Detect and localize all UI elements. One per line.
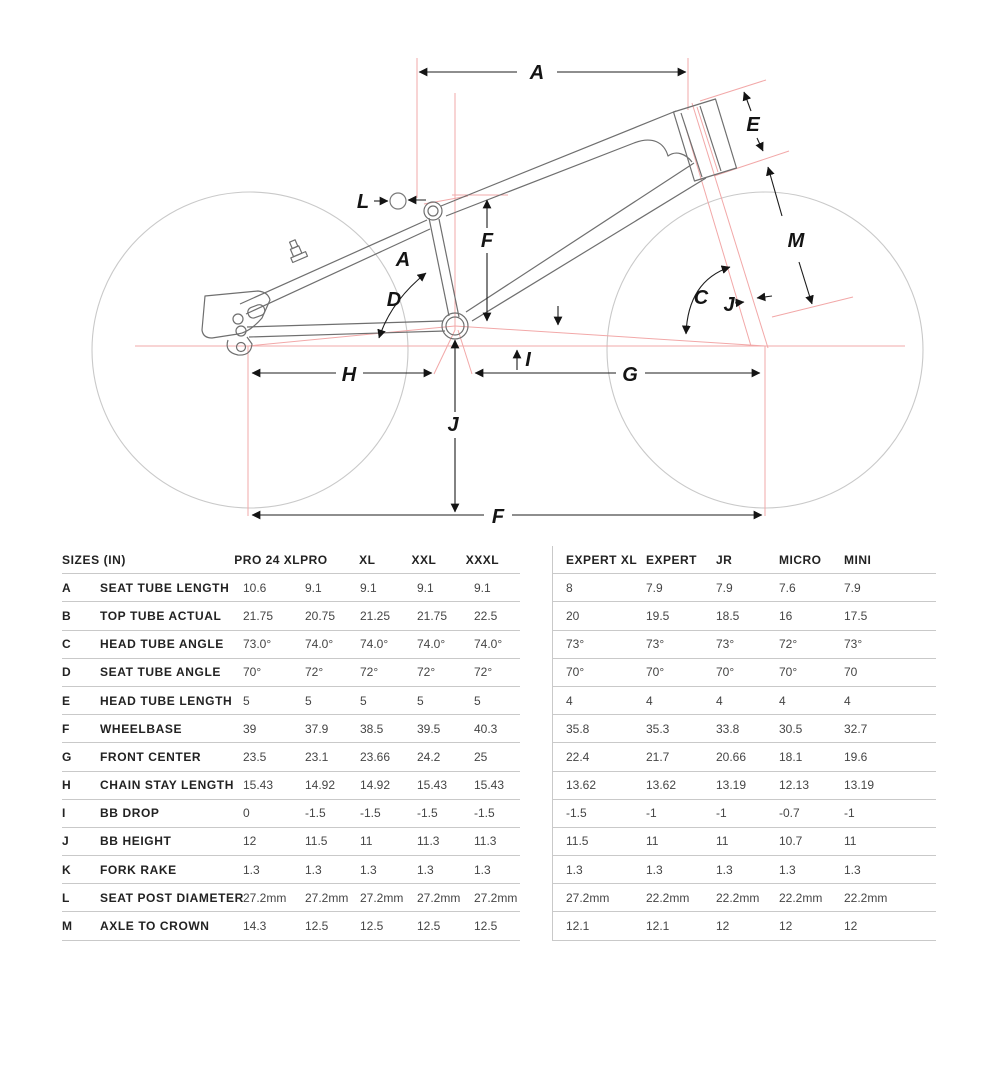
brake-stud — [285, 238, 308, 263]
cell-value: 74.0° — [417, 637, 446, 652]
cell-value: 5 — [417, 693, 424, 708]
table-row — [62, 912, 938, 940]
table-row — [62, 574, 938, 602]
table-row — [62, 743, 938, 771]
cell-value: 17.5 — [844, 608, 868, 623]
cell-value: 1.3 — [779, 862, 796, 877]
table-row — [62, 602, 938, 630]
cell-value: 72° — [779, 637, 798, 652]
column-header: PRO 24 XL — [234, 552, 301, 567]
cell-value: 9.1 — [305, 580, 322, 595]
row-letter: H — [62, 778, 72, 793]
row-name: HEAD TUBE LENGTH — [100, 693, 233, 708]
row-name: BB HEIGHT — [100, 834, 172, 849]
cell-value: 12.13 — [779, 778, 810, 793]
label-top-tube: A — [529, 62, 545, 84]
column-header: XXL — [411, 552, 437, 567]
table-row — [62, 715, 938, 743]
table-row — [62, 800, 938, 828]
column-header: PRO — [300, 552, 328, 567]
cell-value: 14.92 — [360, 778, 391, 793]
row-letter: M — [62, 919, 73, 934]
bike-geometry-diagram — [0, 0, 1000, 540]
column-header: JR — [716, 552, 733, 567]
table-row — [62, 631, 938, 659]
cell-value: 13.19 — [844, 778, 875, 793]
cell-value: 10.7 — [779, 834, 803, 849]
column-header: EXPERT — [646, 552, 698, 567]
cell-value: 72° — [360, 665, 379, 680]
row-name: SEAT POST DIAMETER — [100, 890, 244, 905]
label-fork-rake: J — [723, 294, 735, 316]
cell-value: 1.3 — [243, 862, 260, 877]
cell-value: 33.8 — [716, 721, 740, 736]
cell-value: 20 — [566, 608, 580, 623]
row-name: AXLE TO CROWN — [100, 919, 210, 934]
cell-value: 35.8 — [566, 721, 590, 736]
cell-value: 21.7 — [646, 749, 670, 764]
cell-value: 27.2mm — [417, 890, 461, 905]
cell-value: 7.9 — [844, 580, 861, 595]
table-row — [62, 828, 938, 856]
cell-value: 0 — [243, 806, 250, 821]
cell-value: 7.9 — [646, 580, 663, 595]
cell-value: 25 — [474, 749, 488, 764]
cell-value: 39 — [243, 721, 257, 736]
row-letter: B — [62, 608, 72, 623]
cell-value: 5 — [360, 693, 367, 708]
cell-value: 22.2mm — [716, 890, 760, 905]
cell-value: 13.62 — [566, 778, 597, 793]
cell-value: 5 — [305, 693, 312, 708]
cell-value: 22.2mm — [844, 890, 888, 905]
table-row — [62, 659, 938, 687]
cell-value: 21.25 — [360, 608, 391, 623]
cell-value: 72° — [474, 665, 493, 680]
row-letter: J — [62, 834, 70, 849]
label-front-center: G — [622, 364, 638, 386]
label-seat-post-diameter: L — [356, 191, 370, 213]
cell-value: 7.9 — [716, 580, 733, 595]
cell-value: 11 — [360, 834, 373, 849]
row-letter: A — [62, 580, 72, 595]
cell-value: 21.75 — [243, 608, 274, 623]
row-letter: I — [62, 806, 66, 821]
cell-value: 35.3 — [646, 721, 670, 736]
cell-value: 70 — [844, 665, 858, 680]
cell-value: 37.9 — [305, 721, 329, 736]
cell-value: 22.2mm — [646, 890, 690, 905]
cell-value: 11.3 — [417, 834, 440, 849]
row-letter: E — [62, 693, 71, 708]
table-row — [62, 856, 938, 884]
cell-value: 9.1 — [417, 580, 434, 595]
row-name: FORK RAKE — [100, 862, 177, 877]
cell-value: 12.5 — [474, 919, 498, 934]
label-standover: F — [480, 230, 494, 252]
cell-value: 8 — [566, 580, 573, 595]
cell-value: 12 — [716, 919, 730, 934]
cell-value: 4 — [779, 693, 786, 708]
cell-value: 11 — [844, 834, 857, 849]
cell-value: 73° — [646, 637, 665, 652]
cell-value: 10.6 — [243, 580, 267, 595]
cell-value: -1 — [716, 806, 727, 821]
cell-value: 4 — [716, 693, 723, 708]
cell-value: -1 — [844, 806, 855, 821]
row-letter: C — [62, 637, 72, 652]
cell-value: 14.92 — [305, 778, 336, 793]
label-seat-tube-length: A — [395, 249, 411, 271]
row-letter: K — [62, 862, 72, 877]
cell-value: 1.3 — [360, 862, 377, 877]
cell-value: 11 — [716, 834, 729, 849]
row-name: HEAD TUBE ANGLE — [100, 637, 224, 652]
column-header: XL — [359, 552, 376, 567]
cell-value: 9.1 — [360, 580, 377, 595]
cell-value: -1.5 — [360, 806, 381, 821]
cell-value: 18.1 — [779, 749, 803, 764]
cell-value: 18.5 — [716, 608, 740, 623]
row-name: WHEELBASE — [100, 721, 183, 736]
cell-value: 70° — [243, 665, 262, 680]
cell-value: 27.2mm — [566, 890, 610, 905]
label-wheelbase: F — [491, 506, 505, 528]
frame-outline — [202, 99, 737, 355]
cell-value: 15.43 — [243, 778, 274, 793]
cell-value: 73.0° — [243, 637, 272, 652]
cell-value: 12.5 — [360, 919, 384, 934]
table-header-row — [62, 546, 938, 574]
row-letter: F — [62, 721, 70, 736]
cell-value: 70° — [566, 665, 585, 680]
cell-value: 1.3 — [844, 862, 861, 877]
cell-value: 27.2mm — [243, 890, 287, 905]
cell-value: 30.5 — [779, 721, 803, 736]
seat-post-circle — [390, 193, 406, 209]
table-title: SIZES (IN) — [62, 552, 127, 567]
cell-value: 12 — [243, 834, 257, 849]
cell-value: 5 — [474, 693, 481, 708]
cell-value: 70° — [716, 665, 735, 680]
table-row — [62, 884, 938, 912]
cell-value: -0.7 — [779, 806, 800, 821]
label-bb-drop: I — [525, 349, 531, 371]
cell-value: -1.5 — [417, 806, 438, 821]
table-row — [62, 687, 938, 715]
cell-value: -1.5 — [566, 806, 587, 821]
row-name: BB DROP — [100, 806, 160, 821]
cell-value: 23.5 — [243, 749, 267, 764]
label-head-tube-angle: C — [693, 287, 709, 309]
cell-value: 12.5 — [417, 919, 441, 934]
cell-value: 5 — [243, 693, 250, 708]
cell-value: 13.62 — [646, 778, 677, 793]
label-chain-stay: H — [341, 364, 357, 386]
row-letter: D — [62, 665, 72, 680]
cell-value: 73° — [566, 637, 585, 652]
cell-value: 70° — [779, 665, 798, 680]
cell-value: 4 — [566, 693, 573, 708]
cell-value: 12.1 — [646, 919, 670, 934]
cell-value: 20.75 — [305, 608, 336, 623]
size-table — [62, 546, 938, 941]
row-name: FRONT CENTER — [100, 749, 202, 764]
column-header: XXXL — [465, 552, 500, 567]
cell-value: 1.3 — [646, 862, 663, 877]
cell-value: 1.3 — [305, 862, 322, 877]
cell-value: 12.5 — [305, 919, 329, 934]
cell-value: 11.5 — [305, 834, 328, 849]
cell-value: 15.43 — [474, 778, 505, 793]
cell-value: 32.7 — [844, 721, 868, 736]
table-row — [62, 772, 938, 800]
cell-value: 11.3 — [474, 834, 497, 849]
table-body — [62, 574, 938, 940]
cell-value: 39.5 — [417, 721, 441, 736]
cell-value: 27.2mm — [474, 890, 518, 905]
cell-value: 22.4 — [566, 749, 590, 764]
cell-value: 74.0° — [360, 637, 389, 652]
cell-value: 1.3 — [417, 862, 434, 877]
cell-value: 15.43 — [417, 778, 448, 793]
cell-value: -1 — [646, 806, 657, 821]
row-name: CHAIN STAY LENGTH — [100, 778, 234, 793]
cell-value: 11 — [646, 834, 659, 849]
cell-value: 4 — [844, 693, 851, 708]
cell-value: 7.6 — [779, 580, 796, 595]
cell-value: 73° — [716, 637, 735, 652]
label-axle-to-crown: M — [787, 230, 805, 252]
cell-value: 21.75 — [417, 608, 448, 623]
cell-value: 1.3 — [566, 862, 583, 877]
cell-value: 38.5 — [360, 721, 384, 736]
cell-value: 1.3 — [716, 862, 733, 877]
cell-value: 1.3 — [474, 862, 491, 877]
label-head-tube-length: E — [746, 114, 760, 136]
cell-value: 22.5 — [474, 608, 498, 623]
cell-value: 19.6 — [844, 749, 868, 764]
cell-value: 22.2mm — [779, 890, 823, 905]
cell-value: 23.66 — [360, 749, 391, 764]
label-bb-height: J — [447, 414, 459, 436]
cell-value: 70° — [646, 665, 665, 680]
row-letter: L — [62, 890, 70, 905]
cell-value: 20.66 — [716, 749, 747, 764]
cell-value: 12 — [779, 919, 793, 934]
label-seat-tube-angle: D — [386, 289, 402, 311]
seat-clamp — [424, 202, 442, 220]
cell-value: 73° — [844, 637, 863, 652]
column-header: EXPERT XL — [566, 552, 638, 567]
dimension-lines — [252, 62, 812, 528]
cell-value: -1.5 — [474, 806, 495, 821]
cell-value: 72° — [417, 665, 436, 680]
row-name: SEAT TUBE LENGTH — [100, 580, 230, 595]
construction-lines — [135, 58, 905, 516]
cell-value: 74.0° — [474, 637, 503, 652]
cell-value: 13.19 — [716, 778, 747, 793]
cell-value: 4 — [646, 693, 653, 708]
cell-value: -1.5 — [305, 806, 326, 821]
head-tube — [674, 99, 737, 181]
cell-value: 27.2mm — [305, 890, 349, 905]
cell-value: 12.1 — [566, 919, 590, 934]
cell-value: 16 — [779, 608, 793, 623]
cell-value: 12 — [844, 919, 858, 934]
cell-value: 74.0° — [305, 637, 334, 652]
cell-value: 72° — [305, 665, 324, 680]
cell-value: 14.3 — [243, 919, 267, 934]
cell-value: 19.5 — [646, 608, 670, 623]
cell-value: 9.1 — [474, 580, 491, 595]
cell-value: 27.2mm — [360, 890, 404, 905]
cell-value: 11.5 — [566, 834, 589, 849]
row-letter: G — [62, 749, 72, 764]
row-name: SEAT TUBE ANGLE — [100, 665, 222, 680]
row-name: TOP TUBE ACTUAL — [100, 608, 222, 623]
column-header: MINI — [844, 552, 872, 567]
cell-value: 40.3 — [474, 721, 498, 736]
column-header: MICRO — [779, 552, 822, 567]
cell-value: 23.1 — [305, 749, 329, 764]
cell-value: 24.2 — [417, 749, 441, 764]
